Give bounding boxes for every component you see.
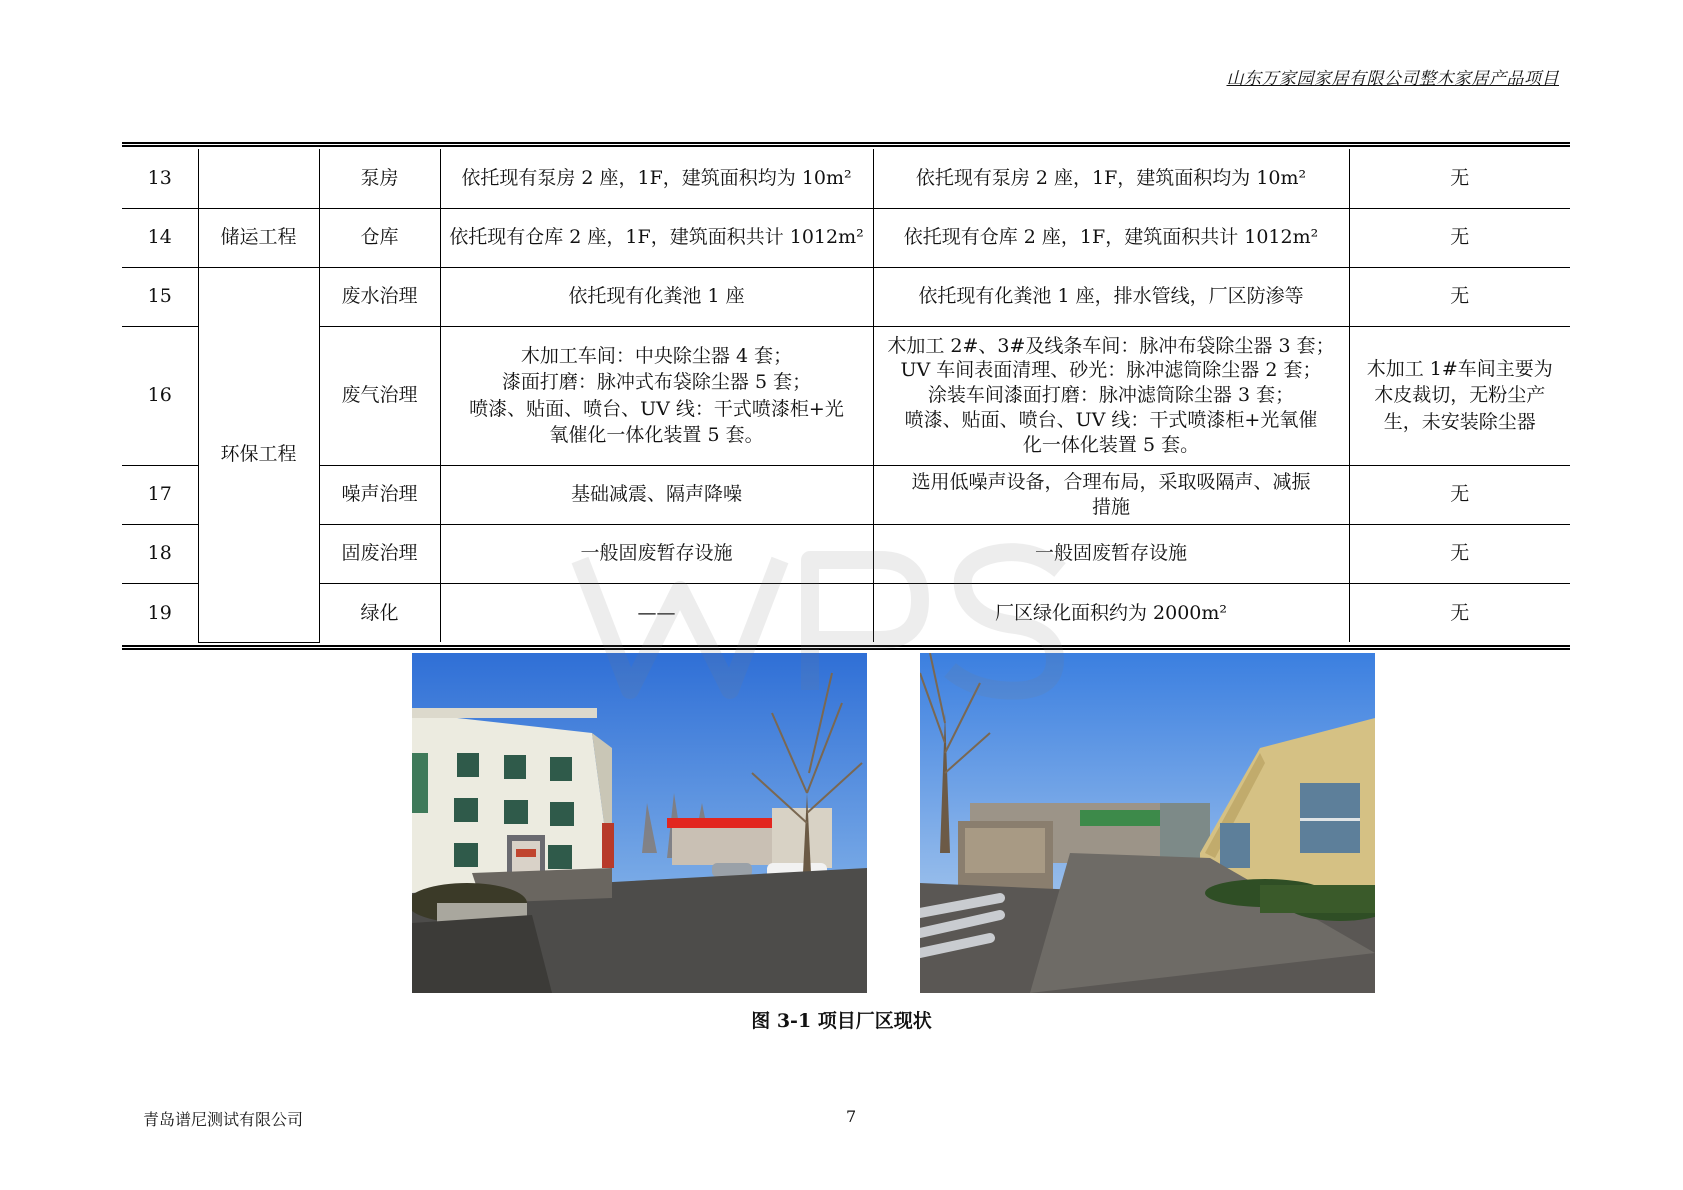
change-cell: 无	[1349, 208, 1570, 267]
design-cell: 依托现有化粪池 1 座	[440, 267, 873, 326]
category-cell: 储运工程	[198, 208, 319, 267]
change-cell: 无	[1349, 524, 1570, 583]
category-cell: 环保工程	[198, 267, 319, 642]
change-cell: 无	[1349, 149, 1570, 208]
table-row	[122, 267, 1570, 326]
design-cell: 依托现有仓库 2 座，1F，建筑面积共计 1012m²	[440, 208, 873, 267]
change-cell: 无	[1349, 465, 1570, 524]
table-row	[122, 465, 1570, 524]
row-number: 14	[122, 208, 198, 267]
row-number: 19	[122, 583, 198, 642]
photo-row	[0, 653, 1683, 993]
change-cell: 无	[1349, 267, 1570, 326]
table-row	[122, 149, 1570, 208]
table-row	[122, 326, 1570, 465]
actual-line: 涂装车间漆面打磨：脉冲滤筒除尘器 3 套；	[927, 384, 1295, 407]
design-cell: ——	[440, 583, 873, 642]
photo-factory-left	[412, 653, 867, 993]
project-table	[122, 142, 1570, 650]
design-line: 氧催化一体化装置 5 套。	[549, 423, 764, 446]
category-cell	[198, 149, 319, 208]
row-number: 16	[122, 326, 198, 465]
table-row	[122, 524, 1570, 583]
actual-cell: 厂区绿化面积约为 2000m²	[873, 583, 1349, 642]
actual-line: 木加工 2#、3#及线条车间：脉冲布袋除尘器 3 套；	[887, 334, 1335, 357]
row-number: 17	[122, 465, 198, 524]
item-cell: 固废治理	[319, 524, 440, 583]
footer-company: 青岛谱尼测试有限公司	[143, 1110, 304, 1129]
item-cell: 噪声治理	[319, 465, 440, 524]
design-line: 漆面打磨：脉冲式布袋除尘器 5 套；	[501, 371, 812, 394]
actual-cell: 依托现有泵房 2 座，1F，建筑面积均为 10m²	[873, 149, 1349, 208]
actual-cell: 依托现有仓库 2 座，1F，建筑面积共计 1012m²	[873, 208, 1349, 267]
actual-cell: 依托现有化粪池 1 座，排水管线，厂区防渗等	[873, 267, 1349, 326]
change-cell	[1349, 326, 1570, 465]
actual-line: 选用低噪声设备，合理布局，采取吸隔声、减振	[911, 470, 1311, 493]
page-header-title: 山东万家园家居有限公司整木家居产品项目	[1226, 69, 1559, 89]
table-row	[122, 583, 1570, 642]
item-cell: 废气治理	[319, 326, 440, 465]
change-cell: 无	[1349, 583, 1570, 642]
change-line: 木皮裁切，无粉尘产	[1374, 384, 1546, 407]
item-cell: 绿化	[319, 583, 440, 642]
design-cell: 一般固废暂存设施	[440, 524, 873, 583]
page-number: 7	[846, 1107, 857, 1126]
actual-line: 措施	[1091, 495, 1130, 518]
design-line: 喷漆、贴面、喷台、UV 线：干式喷漆柜+光	[469, 397, 844, 420]
actual-cell: 一般固废暂存设施	[873, 524, 1349, 583]
actual-cell	[873, 465, 1349, 524]
design-line: 木加工车间：中央除尘器 4 套；	[520, 345, 793, 368]
row-number: 18	[122, 524, 198, 583]
item-cell: 废水治理	[319, 267, 440, 326]
design-cell: 依托现有泵房 2 座，1F，建筑面积均为 10m²	[440, 149, 873, 208]
actual-line: 喷漆、贴面、喷台、UV 线：干式喷漆柜+光氧催	[904, 408, 1318, 431]
row-number: 15	[122, 267, 198, 326]
change-line: 生，未安装除尘器	[1383, 410, 1536, 433]
actual-line: UV 车间表面清理、砂光：脉冲滤筒除尘器 2 套；	[900, 359, 1322, 382]
change-line: 木加工 1#车间主要为	[1366, 358, 1553, 381]
actual-line: 化一体化装置 5 套。	[1022, 433, 1200, 456]
design-cell: 基础减震、隔声降噪	[440, 465, 873, 524]
row-number: 13	[122, 149, 198, 208]
table-row	[122, 208, 1570, 267]
item-cell: 仓库	[319, 208, 440, 267]
actual-cell	[873, 326, 1349, 465]
design-cell	[440, 326, 873, 465]
figure-caption: 图 3-1 项目厂区现状	[751, 1010, 932, 1032]
item-cell: 泵房	[319, 149, 440, 208]
photo-factory-right	[920, 653, 1375, 993]
